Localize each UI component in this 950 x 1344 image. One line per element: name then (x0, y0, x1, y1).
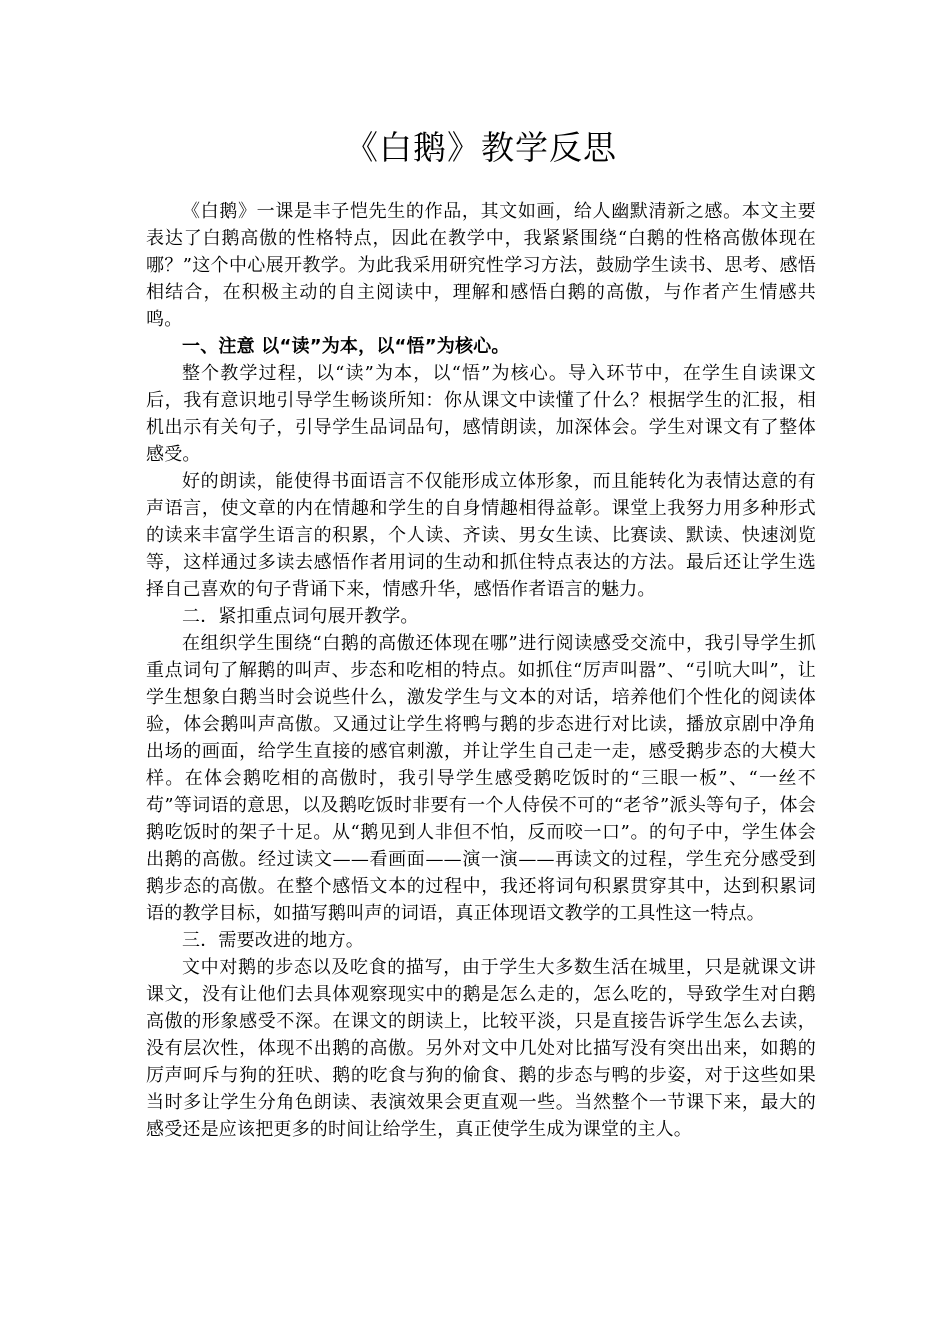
paragraph-section1-b: 好的朗读，能使得书面语言不仅能形成立体形象，而且能转化为表情达意的有声语言，使文章的内在情趣和学生的自身情趣相得益彰。课堂上我努力用多种形式的读来丰富学生语言的积累，个人读、齐读、男女生读、比赛读、默读、快速浏览等，这样通过多读去感悟作者用词的生动和抓住特点表达的方法。最后还让学生选择自己喜欢的句子背诵下来，情感升华，感悟作者语言的魅力。 (146, 471, 816, 600)
paragraph-section1-a: 整个教学过程，以“读”为本，以“悟”为核心。导入环节中，在学生自读课文后，我有意识地引导学生畅谈所知：你从课文中读懂了什么？根据学生的汇报，相机出示有关句子，引导学生品词品句，感情朗读，加深体会。学生对课文有了整体感受。 (146, 363, 816, 465)
document-body (146, 198, 816, 1143)
section-heading-1: 一、注意 以“读”为本，以“悟”为核心。 (182, 336, 510, 357)
paragraph-intro: 《白鹅》一课是丰子恺先生的作品，其文如画，给人幽默清新之感。本文主要表达了白鹅高傲的性格特点，因此在教学中，我紧紧围绕“白鹅的性格高傲体现在哪？”这个中心展开教学。为此我采用研究性学习方法，鼓励学生读书、思考、感悟相结合，在积极主动的自主阅读中，理解和感悟白鹅的高傲，与作者产生情感共鸣。 (146, 201, 816, 330)
section-heading-2: 二．紧扣重点词句展开教学。 (182, 606, 419, 627)
page-title: 《白鹅》教学反思 (345, 128, 617, 167)
section-heading-3: 三．需要改进的地方。 (182, 930, 364, 951)
paragraph-section2: 在组织学生围绕“白鹅的高傲还体现在哪”进行阅读感受交流中，我引导学生抓重点词句了解鹅的叫声、步态和吃相的特点。如抓住“厉声叫嚣”、“引吭大叫”，让学生想象白鹅当时会说些什么，激发学生与文本的对话，培养他们个性化的阅读体验，体会鹅叫声高傲。又通过让学生将鸭与鹅的步态进行对比读，播放京剧中净角出场的画面，给学生直接的感官刺激，并让学生自己走一走，感受鹅步态的大模大样。在体会鹅吃相的高傲时，我引导学生感受鹅吃饭时的“三眼一板”、“一丝不苟”等词语的意思，以及鹅吃饭时非要有一个人侍侯不可的“老爷”派头等句子，体会鹅吃饭时的架子十足。从“鹅见到人非但不怕，反而咬一口”。的句子中，学生体会出鹅的高傲。经过读文——看画面——演一演——再读文的过程，学生充分感受到鹅步态的高傲。在整个感悟文本的过程中，我还将词句积累贯穿其中，达到积累词语的教学目标，如描写鹅叫声的词语，真正体现语文教学的工具性这一特点。 (146, 633, 816, 924)
paragraph-section3: 文中对鹅的步态以及吃食的描写，由于学生大多数生活在城里，只是就课文讲课文，没有让他们去具体观察现实中的鹅是怎么走的，怎么吃的，导致学生对白鹅高傲的形象感受不深。在课文的朗读上，比较平淡，只是直接告诉学生怎么去读，没有层次性，体现不出鹅的高傲。另外对文中几处对比描写没有突出出来，如鹅的厉声呵斥与狗的狂吠、鹅的吃食与狗的偷食、鹅的步态与鸭的步姿，对于这些如果当时多让学生分角色朗读、表演效果会更直观一些。当然整个一节课下来，最大的感受还是应该把更多的时间让给学生，真正使学生成为课堂的主人。 (146, 957, 816, 1140)
